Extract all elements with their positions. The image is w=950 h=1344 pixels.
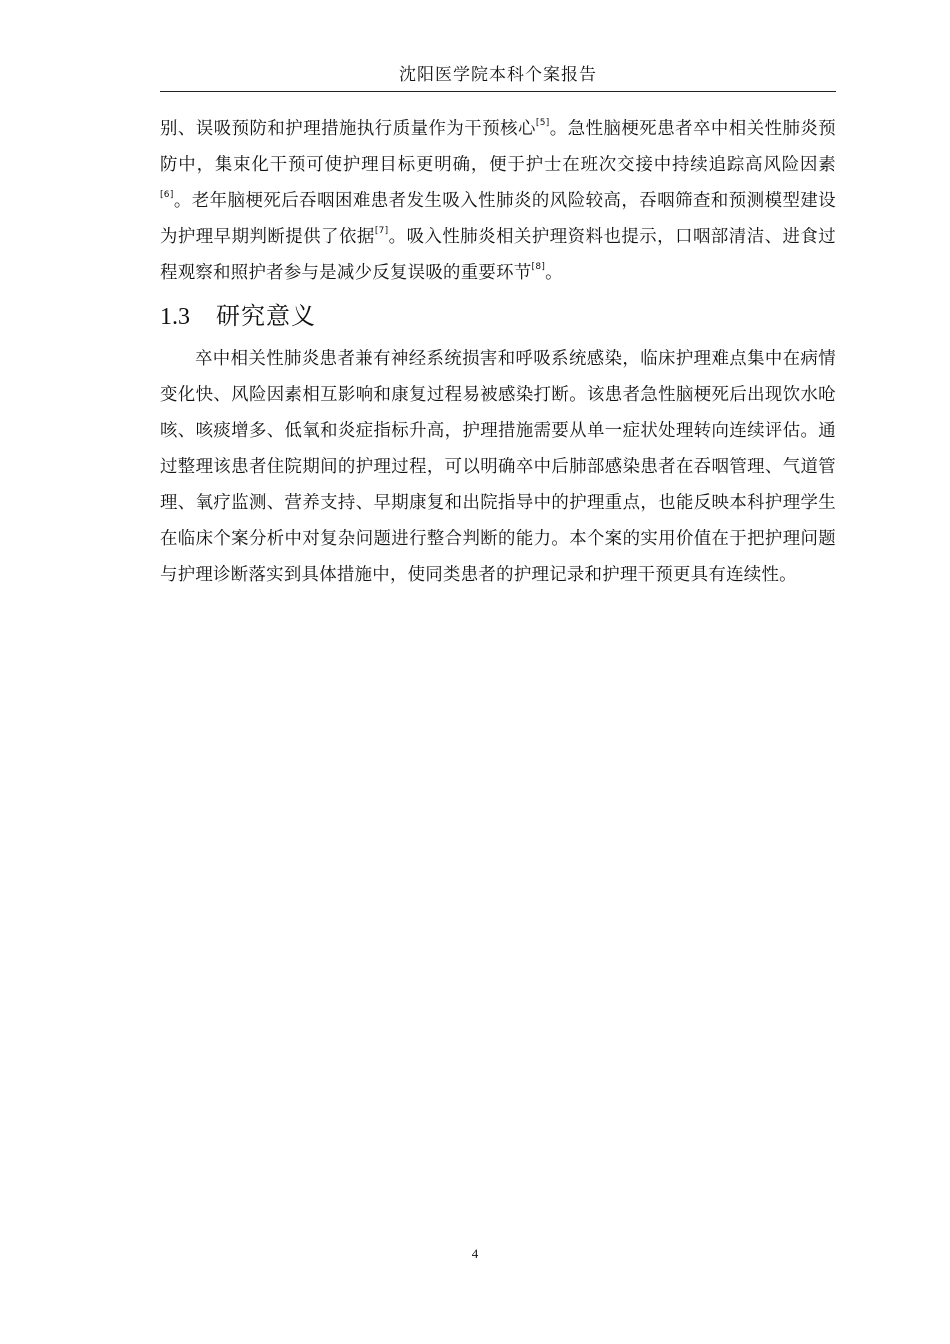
- paragraph-2: 卒中相关性肺炎患者兼有神经系统损害和呼吸系统感染，临床护理难点集中在病情变化快、风险因素相互影响和康复过程易被感染打断。该患者急性脑梗死后出现饮水呛咳、咳痰增多、低氧和炎症指标升高，护理措施需要从单一症状处理转向连续评估。通过整理该患者住院期间的护理过程，可以明确卒中后肺部感染患者在吞咽管理、气道管理、氧疗监测、营养支持、早期康复和出院指导中的护理重点，也能反映本科护理学生在临床个案分析中对复杂问题进行整合判断的能力。本个案的实用价值在于把护理问题与护理诊断落实到具体措施中，使同类患者的护理记录和护理干预更具有连续性。: [160, 349, 836, 585]
- page-header: 沈阳医学院本科个案报告: [399, 65, 597, 85]
- section-heading: [160, 298, 316, 335]
- citation-5: [5]: [535, 118, 550, 129]
- paragraph-1-sentence-4: 。吸入性肺炎相关护理资料也提示，口咽部清洁、进食过程观察和照护者参与是减少反复误吸的重要环节: [160, 227, 836, 283]
- citation-7: [7]: [374, 226, 389, 237]
- paragraph-1-sentence-1: 别、误吸预防和护理措施执行质量作为干预核心: [160, 119, 536, 139]
- paragraph-1-sentence-3: 。老年脑梗死后吞咽困难患者发生吸入性肺炎的风险较高，吞咽筛查和预测模型建设为护理早期判断提供了依据: [160, 191, 836, 247]
- section-number: 1.3: [160, 304, 190, 330]
- header-divider: [160, 91, 836, 92]
- paragraph-1-end: 。: [545, 263, 563, 283]
- page-number: 4: [471, 1246, 479, 1261]
- citation-8: [8]: [531, 262, 546, 273]
- paragraph-1: [160, 111, 836, 291]
- paragraph-1-sentence-2: 。急性脑梗死患者卒中相关性肺炎预防中，集束化干预可使护理目标更明确，便于护士在班次交接中持续追踪高风险因素: [160, 119, 836, 175]
- citation-6: [6]: [160, 190, 174, 201]
- section-title: 研究意义: [216, 302, 316, 330]
